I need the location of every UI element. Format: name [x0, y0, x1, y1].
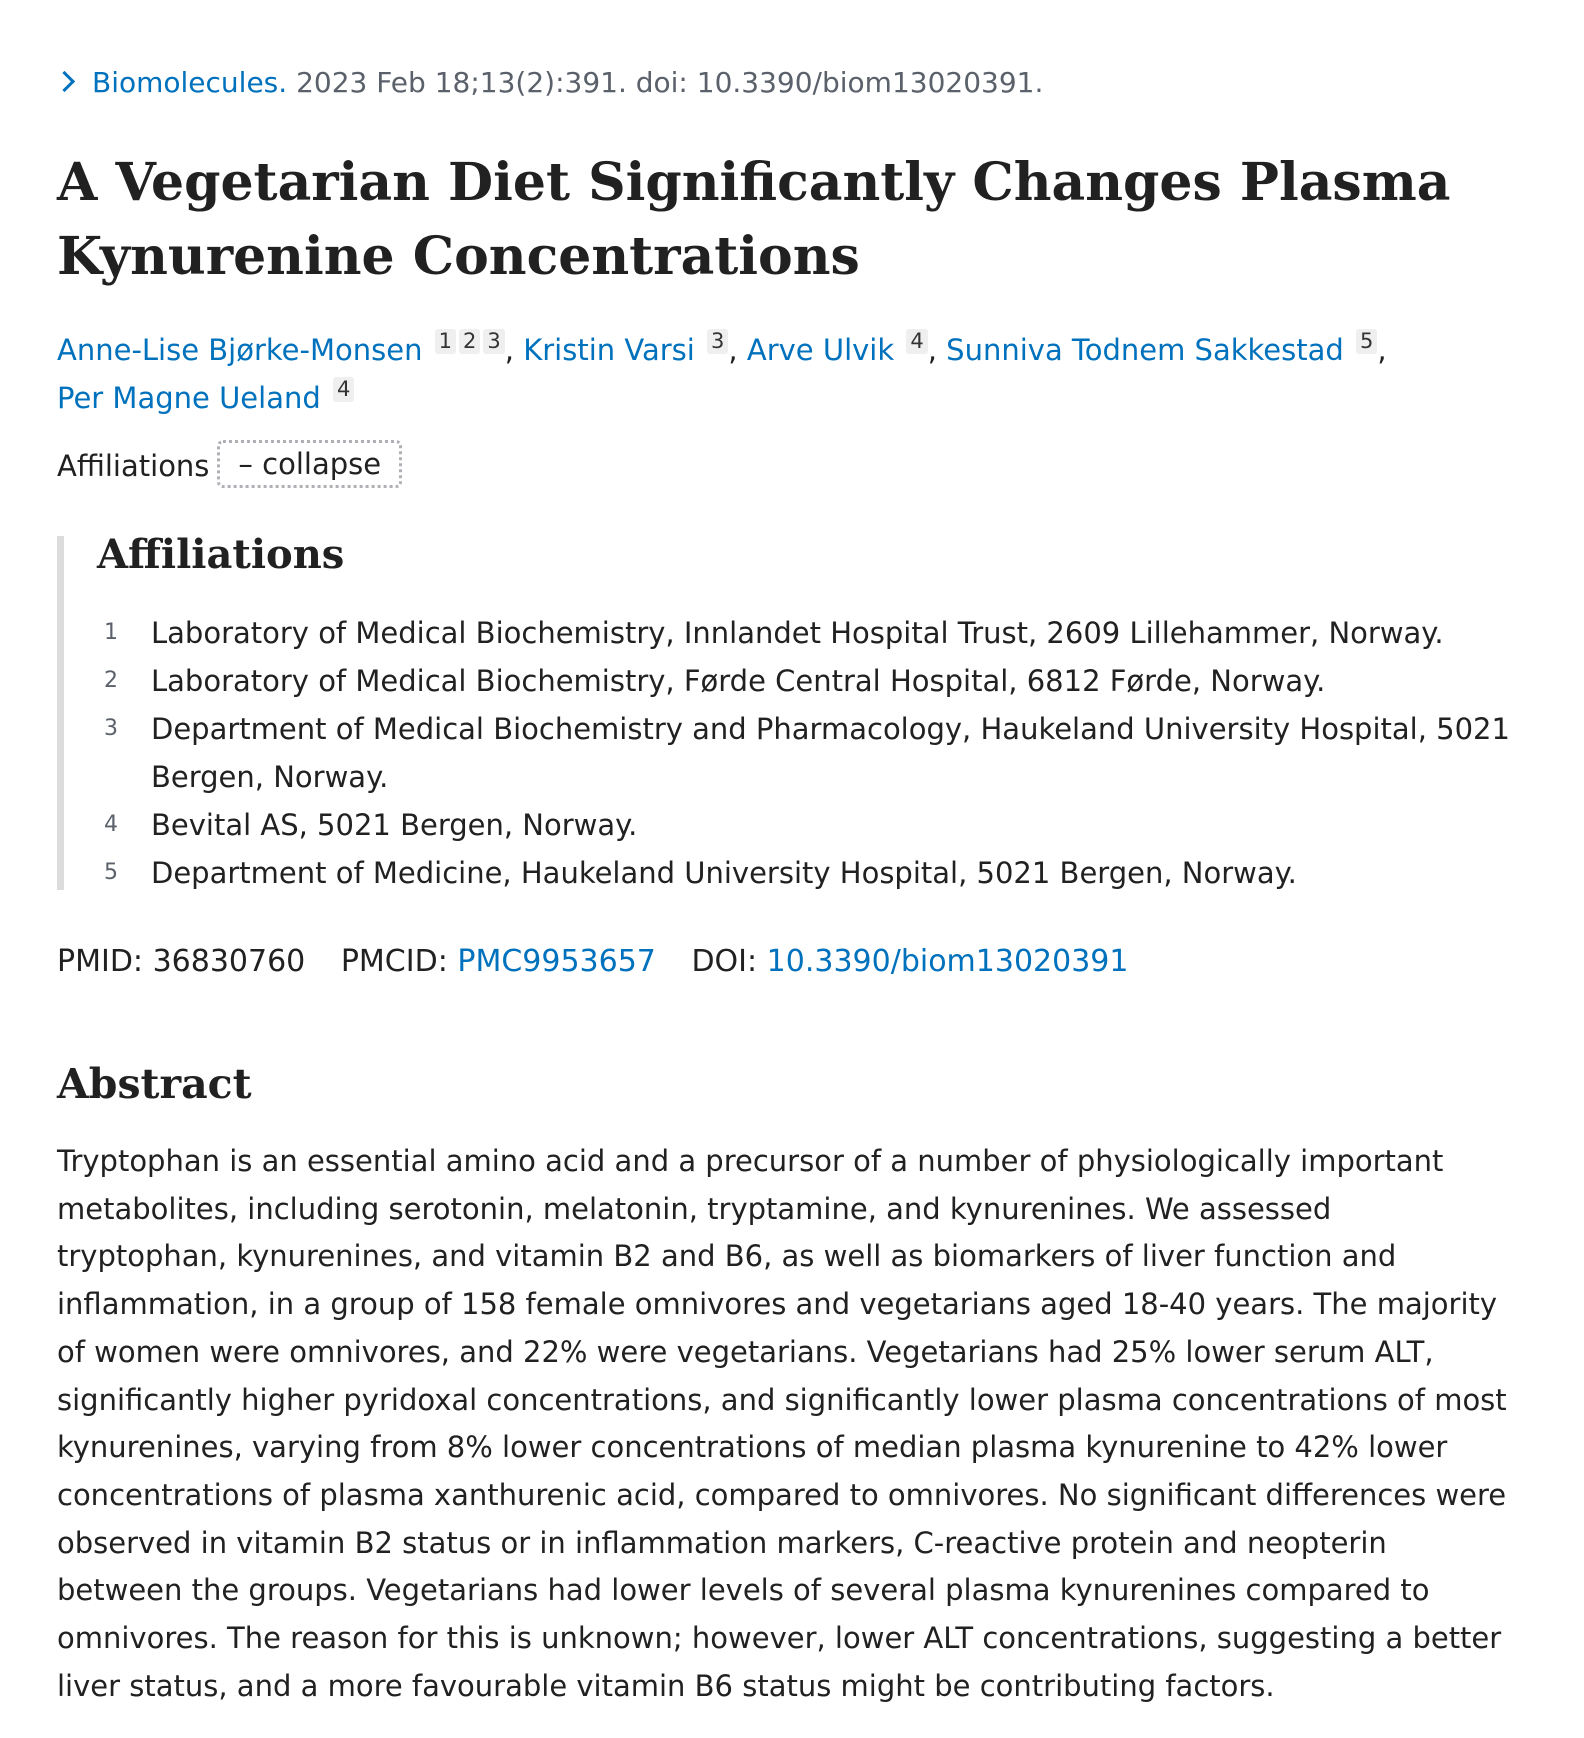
pmid-label: PMID: [57, 944, 144, 979]
affiliation-number: 5 [104, 860, 118, 885]
collapse-affiliations-button[interactable]: – collapse [217, 440, 402, 488]
affiliation-item [104, 801, 1554, 849]
author-separator: , [927, 333, 937, 367]
citation-line [57, 66, 1043, 99]
affiliation-item [104, 609, 1554, 657]
author-link[interactable]: Anne-Lise Bjørke-Monsen [57, 333, 423, 367]
affiliations-heading: Affiliations [97, 531, 345, 578]
author-list [57, 326, 1497, 422]
affiliation-ref[interactable]: 4 [906, 329, 927, 354]
pmcid-link[interactable]: PMC9953657 [457, 944, 656, 979]
affiliation-ref[interactable]: 5 [1356, 329, 1377, 354]
affiliation-item [104, 657, 1554, 705]
affiliation-text: Bevital AS, 5021 Bergen, Norway. [151, 808, 638, 842]
affiliation-text: Laboratory of Medical Biochemistry, Førde Central Hospital, 6812 Førde, Norway. [151, 664, 1326, 698]
abstract-text: Tryptophan is an essential amino acid and a precursor of a number of physiologically important metabolites, including serotonin, melatonin, tryptamine, and kynurenines. We assessed tryptophan, kynurenines, and vitamin B2 and B6, as well as biomarkers of liver function and inflammation, in a group of 158 female omnivores and vegetarians aged 18-40 years. The majority of women were omnivores, and 22% were vegetarians. Vegetarians had 25% lower serum ALT, significantly higher pyridoxal concentrations, and significantly lower plasma concentrations of most kynurenines, varying from 8% lower concentrations of median plasma kynurenine to 42% lower concentrations of plasma xanthurenic acid, compared to omnivores. No significant differences were observed in vitamin B2 status or in inflammation markers, C-reactive protein and neopterin between the groups. Vegetarians had lower levels of several plasma kynurenines compared to omnivores. The reason for this is unknown; however, lower ALT concentrations, suggesting a better liver status, and a more favourable vitamin B6 status might be contributing factors. [57, 1144, 1507, 1703]
affiliation-ref[interactable]: 4 [333, 377, 354, 402]
article-title: A Vegetarian Diet Significantly Changes Plasma Kynurenine Concentrations [57, 152, 1451, 287]
affiliation-text: Department of Medicine, Haukeland University Hospital, 5021 Bergen, Norway. [151, 856, 1297, 890]
author-link[interactable]: Per Magne Ueland [57, 381, 321, 415]
journal-link[interactable]: Biomolecules. [92, 66, 288, 99]
author-link[interactable]: Arve Ulvik [746, 333, 895, 367]
doi-link[interactable]: 10.3390/biom13020391 [766, 944, 1129, 979]
affiliation-text: Department of Medical Biochemistry and Pharmacology, Haukeland University Hospital, 5021 Bergen, Norway. [151, 712, 1510, 794]
affiliation-item [104, 849, 1554, 897]
doi-label: DOI: [691, 944, 758, 979]
affiliation-ref[interactable]: 2 [459, 329, 480, 354]
affiliation-ref[interactable]: 3 [483, 329, 504, 354]
pmid-value: 36830760 [152, 944, 306, 979]
identifiers-row [57, 944, 1128, 979]
author-link[interactable]: Kristin Varsi [523, 333, 695, 367]
author-link[interactable]: Sunniva Todnem Sakkestad [946, 333, 1344, 367]
affiliation-number: 3 [104, 716, 118, 741]
affiliation-number: 4 [104, 812, 118, 837]
affiliation-text: Laboratory of Medical Biochemistry, Innlandet Hospital Trust, 2609 Lillehammer, Norway. [151, 616, 1444, 650]
affiliation-ref[interactable]: 3 [707, 329, 728, 354]
affiliations-panel [57, 531, 1510, 890]
affiliation-ref[interactable]: 1 [435, 329, 456, 354]
affiliation-item [104, 705, 1554, 801]
affiliation-number: 2 [104, 668, 118, 693]
affiliations-list [104, 609, 1554, 897]
author-separator: , [1377, 333, 1387, 367]
affiliations-label: Affiliations [57, 449, 210, 483]
abstract-heading: Abstract [57, 1060, 252, 1108]
affiliations-toggle-row [57, 442, 402, 490]
chevron-right-icon[interactable] [54, 71, 75, 92]
affiliation-number: 1 [104, 620, 118, 645]
pmcid-label: PMCID: [340, 944, 448, 979]
author-separator: , [728, 333, 738, 367]
citation-details: 2023 Feb 18;13(2):391. doi: 10.3390/biom13020391. [296, 66, 1044, 99]
author-separator: , [504, 333, 515, 367]
